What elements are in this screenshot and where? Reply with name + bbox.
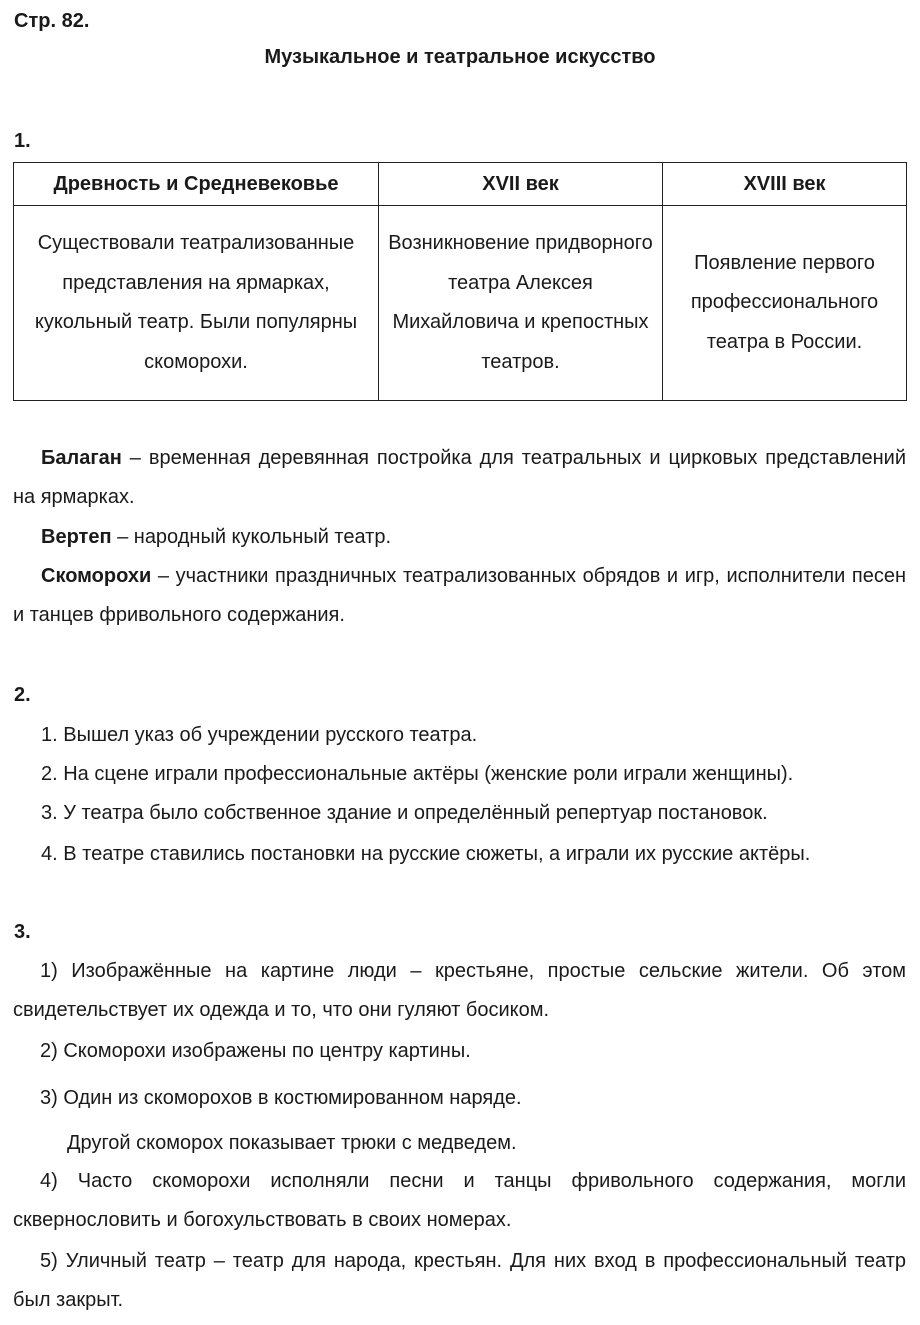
list-item: 3. У театра было собственное здание и определённый репертуар постановок. xyxy=(41,802,768,824)
table-cell: Существовали театрализованные представления на ярмарках, кукольный театр. Были популярны скоморохи. xyxy=(14,206,379,401)
list-item: Другой скоморох показывает трюки с медведем. xyxy=(67,1132,517,1154)
table-header: XVII век xyxy=(379,163,663,206)
section-1-number: 1. xyxy=(14,130,31,152)
definition-text: – временная деревянная постройка для театральных и цирковых представлений на ярмарках. xyxy=(13,447,906,508)
list-item: 4) Часто скоморохи исполняли песни и танцы фривольного содержания, могли сквернословить и богохульствовать в своих номерах. xyxy=(13,1170,906,1231)
page-label: Стр. 82. xyxy=(14,10,90,32)
definition-text: – участники праздничных театрализованных обрядов и игр, исполнители песен и танцев фривольного содержания. xyxy=(13,565,906,626)
list-item: 1) Изображённые на картине люди – крестьяне, простые сельские жители. Об этом свидетельствует их одежда и то, что они гуляют босиком. xyxy=(13,960,906,1021)
list-item: 1. Вышел указ об учреждении русского театра. xyxy=(41,724,478,746)
definition-text: – народный кукольный театр. xyxy=(111,526,392,548)
table-cell: Возникновение придворного театра Алексея Михайловича и крепостных театров. xyxy=(379,206,663,401)
list-item: 3) Один из скоморохов в костюмированном наряде. xyxy=(40,1087,522,1109)
definition-term: Скоморохи xyxy=(41,565,152,587)
section-2-number: 2. xyxy=(14,684,31,706)
list-item: 5) Уличный театр – театр для народа, крестьян. Для них вход в профессиональный театр был закрыт. xyxy=(13,1250,906,1311)
list-item: 2. На сцене играли профессиональные актёры (женские роли играли женщины). xyxy=(41,763,794,785)
table-header-row xyxy=(14,163,907,206)
page-title: Музыкальное и театральное искусство xyxy=(264,46,656,68)
table-header: XVIII век xyxy=(663,163,907,206)
table-row xyxy=(14,206,907,401)
table-cell: Появление первого профессионального театра в России. xyxy=(663,206,907,401)
definition-skomorokhi xyxy=(13,557,906,635)
definition-vertep xyxy=(13,518,906,557)
section-3-number: 3. xyxy=(14,921,31,943)
list-item: 2) Скоморохи изображены по центру картины. xyxy=(40,1040,471,1062)
definition-balagan xyxy=(13,439,906,517)
history-table xyxy=(13,162,907,401)
definition-term: Балаган xyxy=(41,447,122,469)
definition-term: Вертеп xyxy=(41,526,112,548)
table-header: Древность и Средневековье xyxy=(14,163,379,206)
list-item: 4. В театре ставились постановки на русские сюжеты, а играли их русские актёры. xyxy=(41,843,811,865)
